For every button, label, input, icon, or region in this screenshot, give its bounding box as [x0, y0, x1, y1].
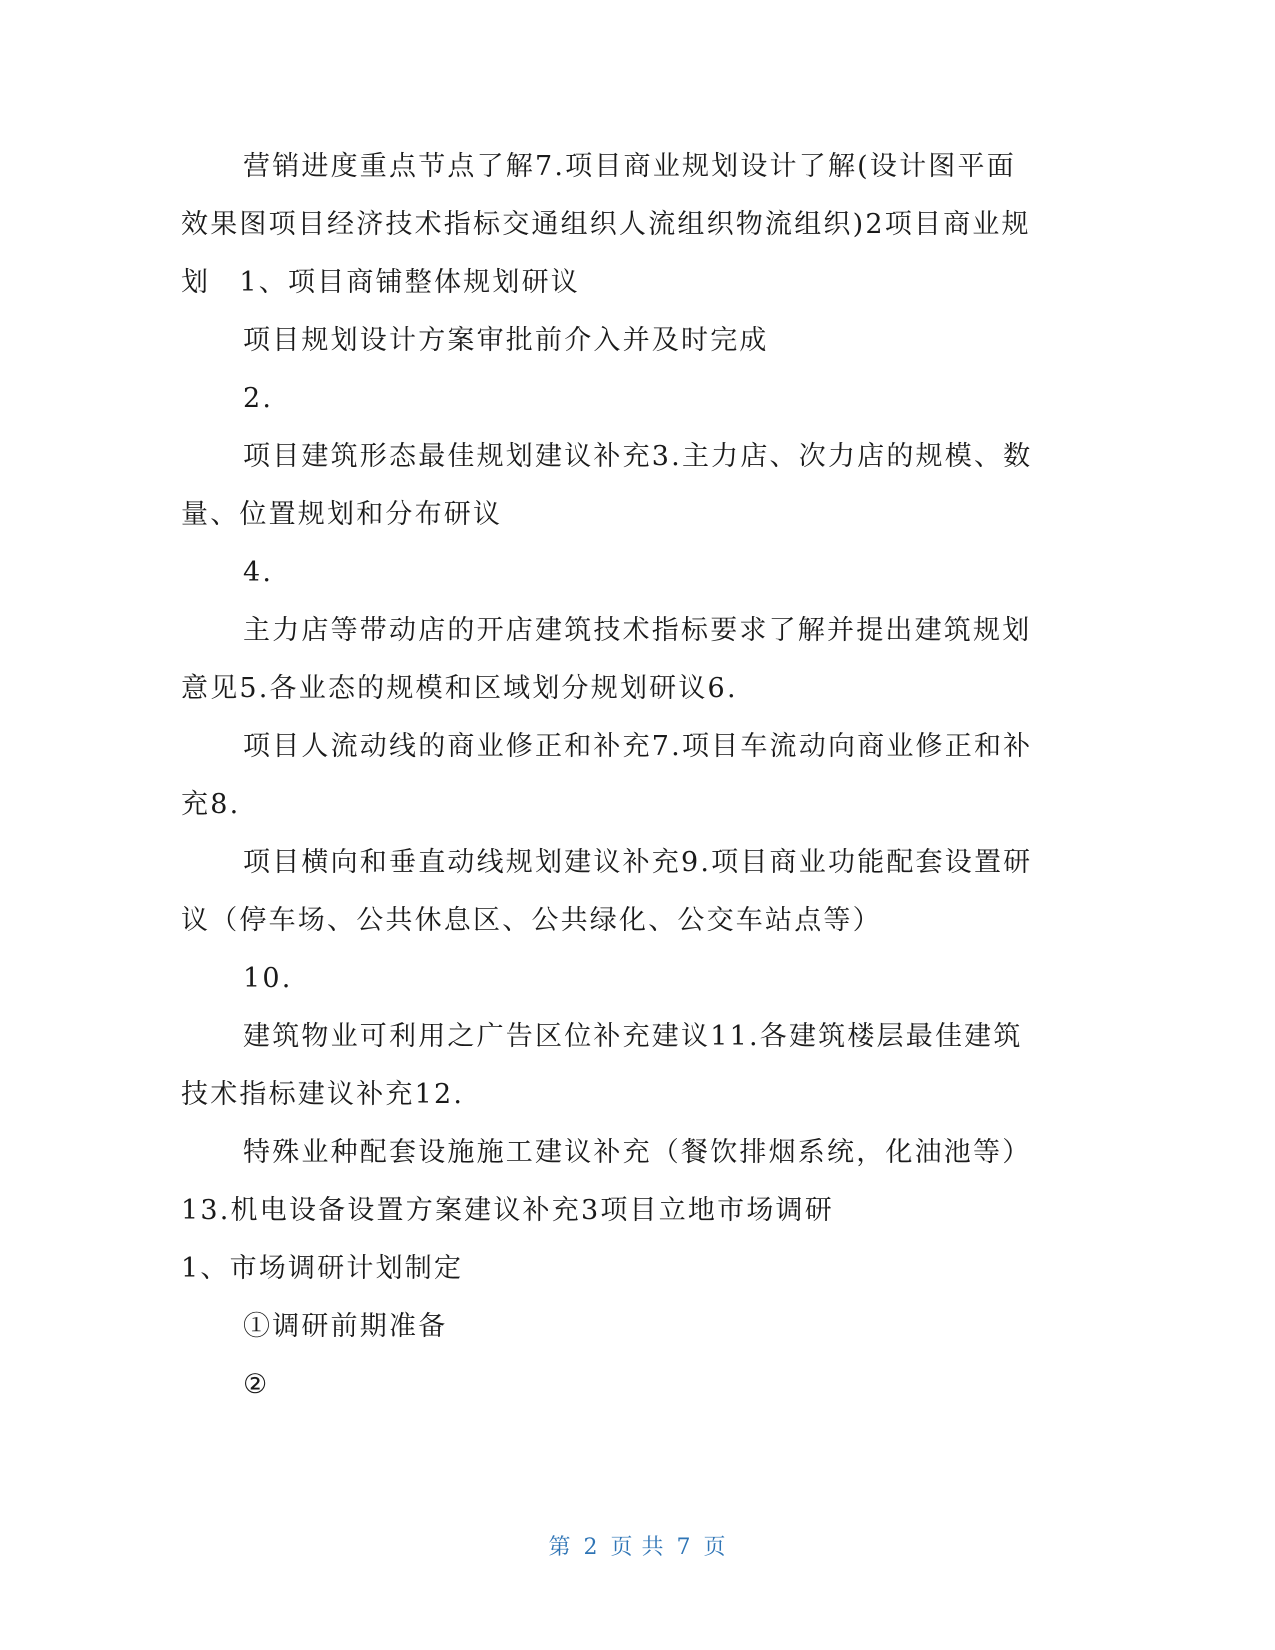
paragraph: 项目规划设计方案审批前介入并及时完成: [243, 325, 769, 356]
document-body: [181, 138, 1041, 1414]
footer-middle: 页 共: [610, 1535, 665, 1560]
paragraph: 项目横向和垂直动线规划建议补充9.项目商业功能配套设置研议（停车场、公共休息区、公共绿化、公交车站点等）: [181, 847, 1033, 936]
paragraph: 特殊业种配套设施施工建议补充（餐饮排烟系统，化油池等）13.机电设备设置方案建议补充3项目立地市场调研: [181, 1137, 1032, 1226]
paragraph: 项目人流动线的商业修正和补充7.项目车流动向商业修正和补充8.: [181, 731, 1033, 820]
section-heading: 1、市场调研计划制定: [181, 1253, 464, 1284]
paragraph: 2.: [243, 383, 274, 414]
footer-prefix: 第: [548, 1535, 572, 1560]
list-item: ②: [243, 1369, 270, 1400]
paragraph: 10.: [243, 963, 293, 994]
paragraph: 建筑物业可利用之广告区位补充建议11.各建筑楼层最佳建筑技术指标建议补充12.: [181, 1021, 1023, 1110]
list-item: ①调研前期准备: [243, 1311, 448, 1342]
paragraph: 营销进度重点节点了解7.项目商业规划设计了解(设计图平面效果图项目经济技术指标交通组织人流组织物流组织)2项目商业规划 1、项目商铺整体规划研议: [181, 151, 1031, 298]
footer-suffix: 页: [703, 1535, 727, 1560]
total-page-count: 7: [676, 1535, 692, 1560]
current-page-number: 2: [583, 1535, 599, 1560]
paragraph: 主力店等带动店的开店建筑技术指标要求了解并提出建筑规划意见5.各业态的规模和区域划分规划研议6.: [181, 615, 1032, 704]
paragraph: 4.: [243, 557, 274, 588]
page-footer: [0, 1530, 1275, 1561]
paragraph: 项目建筑形态最佳规划建议补充3.主力店、次力店的规模、数量、位置规划和分布研议: [181, 441, 1033, 530]
